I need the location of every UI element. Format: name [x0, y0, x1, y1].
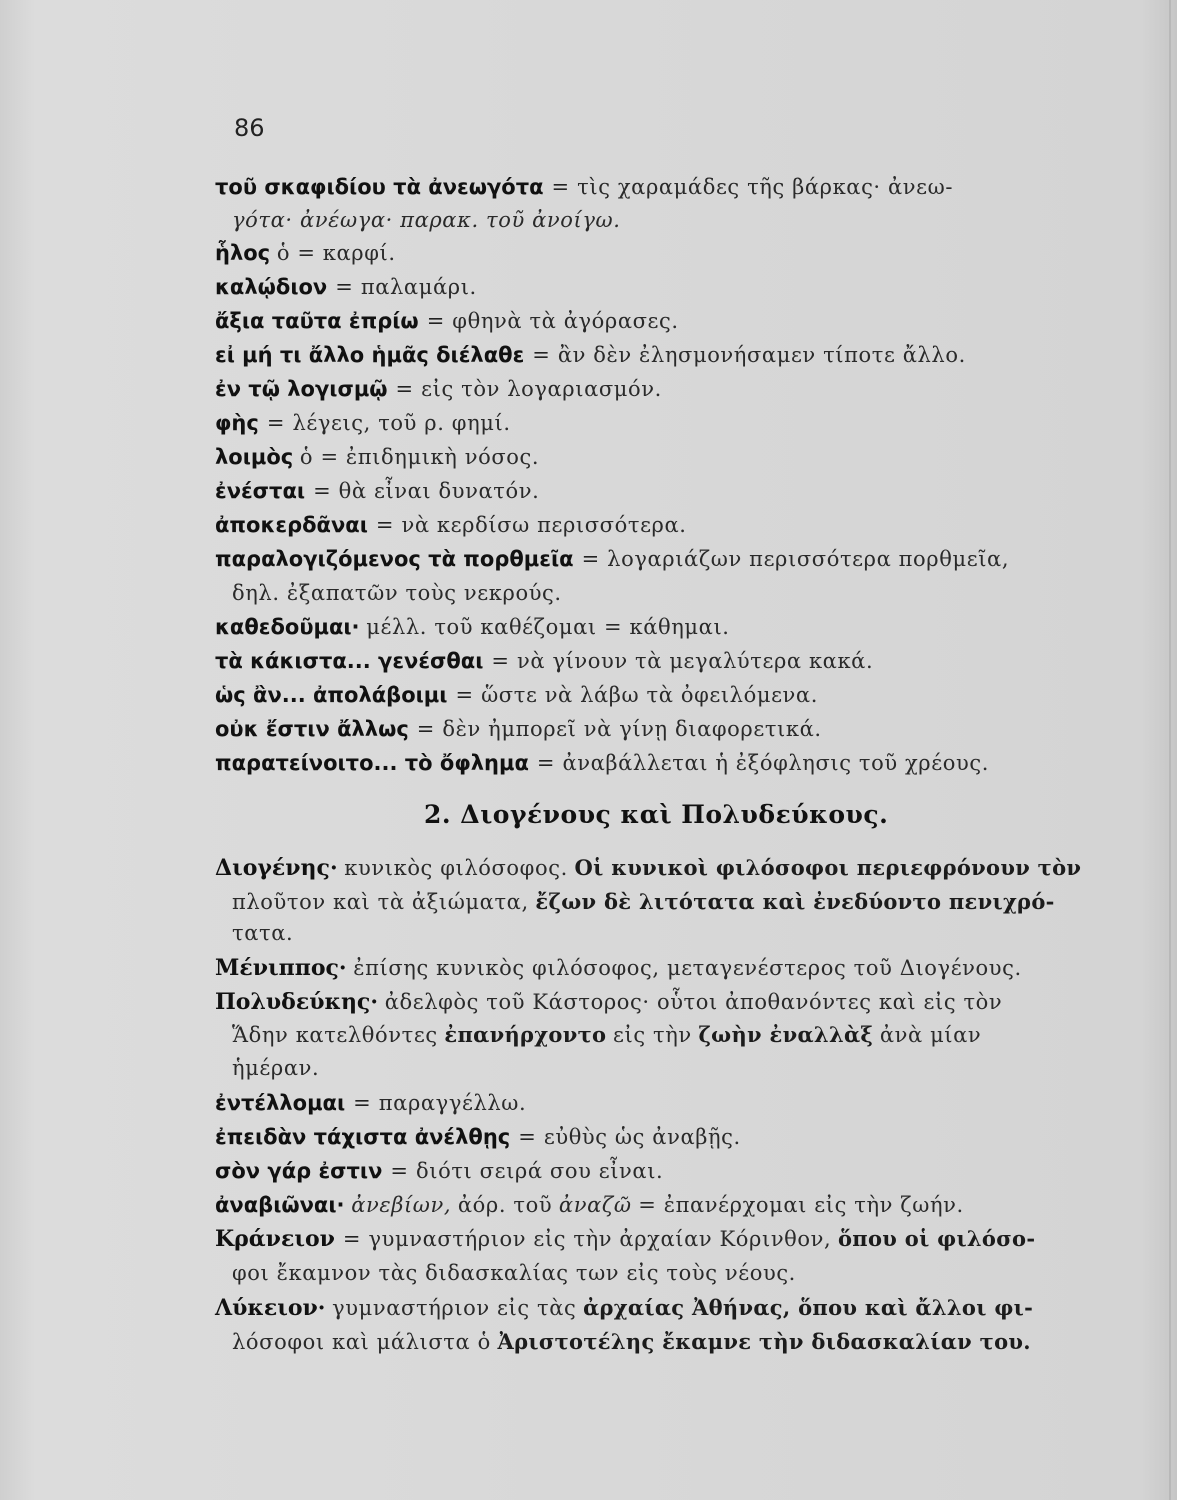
- entry-term: σὸν γάρ ἐστιν: [215, 1159, 383, 1183]
- page-number: 86: [234, 114, 265, 142]
- entry-11: [215, 544, 1009, 574]
- entry-lykeion: [215, 1293, 1033, 1323]
- entry-term: Μένιππος·: [215, 955, 347, 981]
- entry-definition: θὰ εἶναι δυνατόν.: [338, 479, 540, 503]
- equals-sign: =: [395, 377, 414, 401]
- entry-definition-extra: Οἱ κυνικοὶ φιλόσοφοι περιεφρόνουν τὸν: [574, 855, 1082, 880]
- entry-definition-continued-extra: ἐπανήρχοντο: [444, 1022, 607, 1047]
- entry-definition: λέγεις, τοῦ ρ. φημί.: [292, 411, 511, 435]
- equals-sign: =: [551, 175, 570, 199]
- entry-2: [215, 238, 396, 268]
- entry-definition-extra: = ἐπανέρχομαι εἰς τὴν ζωήν.: [638, 1193, 964, 1217]
- entry-definition: ἂν δὲν ἐλησμονήσαμεν τίποτε ἄλλο.: [557, 343, 966, 367]
- entry-definition: παλαμάρι.: [360, 275, 477, 299]
- section-heading: 2. Διογένους καὶ Πολυδεύκους.: [424, 800, 889, 829]
- entry-definition: νὰ κερδίσω περισσότερα.: [401, 513, 687, 537]
- entry-definition: εὐθὺς ὡς ἀναβῇς.: [543, 1125, 741, 1149]
- entry-definition-continued: φοι ἔκαμνον τὰς διδασκαλίας των εἰς τοὺς νέους.: [232, 1261, 796, 1285]
- entry-1-continuation: [232, 205, 620, 235]
- entry-7: [215, 408, 511, 438]
- entry-lykeion-continuation: [232, 1327, 1031, 1357]
- entry-term: τοῦ σκαφιδίου τὰ ἀνεωγότα: [215, 175, 544, 199]
- entry-term: ἐντέλλομαι: [215, 1091, 346, 1115]
- entry-definition: κυνικὸς φιλόσοφος.: [344, 856, 568, 880]
- entry-12: [215, 612, 730, 642]
- entry-diogenes-continuation-2: [232, 918, 293, 948]
- entry-term: τὰ κάκιστα... γενέσθαι: [215, 649, 484, 673]
- entry-definition-continued: δηλ. ἐξαπατῶν τοὺς νεκρούς.: [232, 581, 562, 605]
- entry-term: εἰ μή τι ἄλλο ἡμᾶς διέλαθε: [215, 343, 525, 367]
- entry-definition-continued: ἡμέραν.: [232, 1056, 320, 1080]
- entry-term: ἀναβιῶναι·: [215, 1193, 345, 1217]
- entry-definition-continued: πλοῦτον καὶ τὰ ἀξιώματα,: [232, 890, 529, 914]
- entry-definition-continued: Ἅδην κατελθόντες: [232, 1023, 438, 1047]
- entry-term: ἐν τῷ λογισμῷ: [215, 377, 388, 401]
- equals-sign: =: [536, 751, 555, 775]
- entry-term: ὡς ἂν... ἀπολάβοιμι: [215, 683, 448, 707]
- entry-15: [215, 714, 822, 744]
- entry-diogenes: [215, 853, 1081, 883]
- entry-definition: λογαριάζων περισσότερα πορθμεῖα,: [607, 547, 1010, 571]
- equals-sign: =: [518, 1125, 536, 1149]
- entry-definition-extra: ἀόρ. τοῦ: [457, 1193, 553, 1217]
- entry-entellomai: [215, 1088, 526, 1118]
- equals-sign: =: [266, 411, 285, 435]
- entry-11-continuation: [232, 578, 562, 608]
- entry-1: [215, 172, 953, 202]
- entry-term: ἐπειδὰν τάχιστα ἀνέλθῃς: [215, 1125, 511, 1149]
- equals-sign: =: [416, 717, 435, 741]
- entry-definition-continued: τατα.: [232, 921, 294, 945]
- entry-definition: ὁ = ἐπιδημικὴ νόσος.: [299, 445, 540, 469]
- entry-definition: ὁ = καρφί.: [276, 241, 396, 265]
- page-edge: [1169, 0, 1171, 1500]
- entry-term: οὐκ ἔστιν ἄλλως: [215, 717, 409, 741]
- entry-definition: γυμναστήριον εἰς τὰς: [332, 1296, 577, 1320]
- entry-term: ἀποκερδᾶναι: [215, 513, 368, 537]
- equals-sign: =: [426, 309, 445, 333]
- entry-term: παραλογιζόμενος τὰ πορθμεῖα: [215, 547, 574, 571]
- entry-term: παρατείνοιτο... τὸ ὄφλημα: [215, 751, 529, 775]
- entry-definition: εἰς τὸν λογαριασμόν.: [421, 377, 662, 401]
- entry-term: καλῴδιον: [215, 275, 328, 299]
- entry-definition: γυμναστήριον εἰς τὴν ἀρχαίαν Κόρινθον,: [368, 1227, 832, 1251]
- entry-10: [215, 510, 687, 540]
- equals-sign: =: [335, 275, 353, 299]
- entry-5: [215, 340, 966, 370]
- entry-polydeukes-continuation-2: [232, 1053, 319, 1083]
- entry-definition: τὶς χαραμάδες τῆς βάρκας· ἀνεω-: [577, 175, 954, 199]
- entry-term: ἐνέσται: [215, 479, 306, 503]
- entry-term: Λύκειον·: [215, 1295, 326, 1321]
- entry-definition: μέλλ. τοῦ καθέζομαι = κάθημαι.: [366, 615, 730, 639]
- entry-definition-extra: ὅπου οἱ φιλόσο-: [838, 1226, 1036, 1251]
- entry-definition-continued: λόσοφοι καὶ μάλιστα ὁ: [232, 1330, 491, 1354]
- entry-9: [215, 476, 539, 506]
- equals-sign: =: [390, 1159, 409, 1183]
- entry-term: ἧλος: [215, 241, 271, 265]
- entry-definition: ἀδελφὸς τοῦ Κάστορος· οὗτοι ἀποθανόντες καὶ εἰς τὸν: [384, 990, 1003, 1014]
- entry-13: [215, 646, 873, 676]
- entry-4: [215, 306, 679, 336]
- equals-sign: =: [491, 649, 510, 673]
- entry-polydeukes: [215, 987, 1002, 1017]
- entry-polydeukes-continuation: [232, 1020, 981, 1050]
- equals-sign: =: [581, 547, 600, 571]
- entry-diogenes-continuation: [232, 887, 1055, 917]
- entry-term: Κράνειον: [215, 1226, 335, 1252]
- entry-definition-extra: ἀρχαίας Ἀθήνας, ὅπου καὶ ἄλλοι φι-: [583, 1295, 1034, 1320]
- entry-6: [215, 374, 662, 404]
- entry-definition: ἀνεβίων,: [351, 1193, 452, 1217]
- equals-sign: =: [455, 683, 474, 707]
- entry-definition-continued-extra: Ἀριστοτέλης ἔκαμνε τὴν διδασκαλίαν του.: [497, 1329, 1031, 1354]
- entry-definition-continued: γότα· ἀνέωγα· παρακ. τοῦ ἀνοίγω.: [232, 208, 621, 232]
- entry-definition: διότι σειρά σου εἶναι.: [416, 1159, 664, 1183]
- entry-16: [215, 748, 989, 778]
- entry-term: καθεδοῦμαι·: [215, 615, 360, 639]
- equals-sign: =: [342, 1227, 361, 1251]
- entry-kraneion: [215, 1224, 1035, 1254]
- entry-definition: ὥστε νὰ λάβω τὰ ὀφειλόμενα.: [481, 683, 818, 707]
- entry-definition-continued-extra: ἀνὰ μίαν: [879, 1023, 982, 1047]
- entry-3: [215, 272, 477, 302]
- entry-14: [215, 680, 818, 710]
- entry-term: λοιμὸς: [215, 445, 294, 469]
- entry-definition-continued-extra: εἰς τὴν: [613, 1023, 692, 1047]
- entry-son-gar: [215, 1156, 663, 1186]
- entry-8: [215, 442, 539, 472]
- equals-sign: =: [375, 513, 394, 537]
- entry-definition: δὲν ἠμπορεῖ νὰ γίνῃ διαφορετικά.: [442, 717, 822, 741]
- entry-epeidan: [215, 1122, 741, 1152]
- entry-kraneion-continuation: [232, 1258, 796, 1288]
- entry-menippos: [215, 953, 1022, 983]
- entry-definition-continued-extra: ἔζων δὲ λιτότατα καὶ ἐνεδύοντο πενιχρό-: [535, 889, 1055, 914]
- equals-sign: =: [313, 479, 331, 503]
- entry-definition: ἀναβάλλεται ἡ ἐξόφλησις τοῦ χρέους.: [562, 751, 989, 775]
- entry-anabionai: [215, 1190, 964, 1220]
- entry-definition: νὰ γίνουν τὰ μεγαλύτερα κακά.: [517, 649, 874, 673]
- entry-definition: φθηνὰ τὰ ἀγόρασες.: [452, 309, 679, 333]
- entry-term: ἄξια ταῦτα ἐπρίω: [215, 309, 419, 333]
- entry-term: Πολυδεύκης·: [215, 989, 378, 1015]
- entry-definition: παραγγέλλω.: [378, 1091, 527, 1115]
- entry-definition: ἐπίσης κυνικὸς φιλόσοφος, μεταγενέστερος τοῦ Διογένους.: [353, 956, 1022, 980]
- entry-term: φὴς: [215, 411, 259, 435]
- entry-definition-continued-extra: ζωὴν ἐναλλὰξ: [698, 1022, 874, 1047]
- entry-definition-extra: ἀναζῶ: [558, 1193, 632, 1217]
- equals-sign: =: [532, 343, 550, 367]
- entry-term: Διογένης·: [215, 855, 338, 881]
- equals-sign: =: [353, 1091, 371, 1115]
